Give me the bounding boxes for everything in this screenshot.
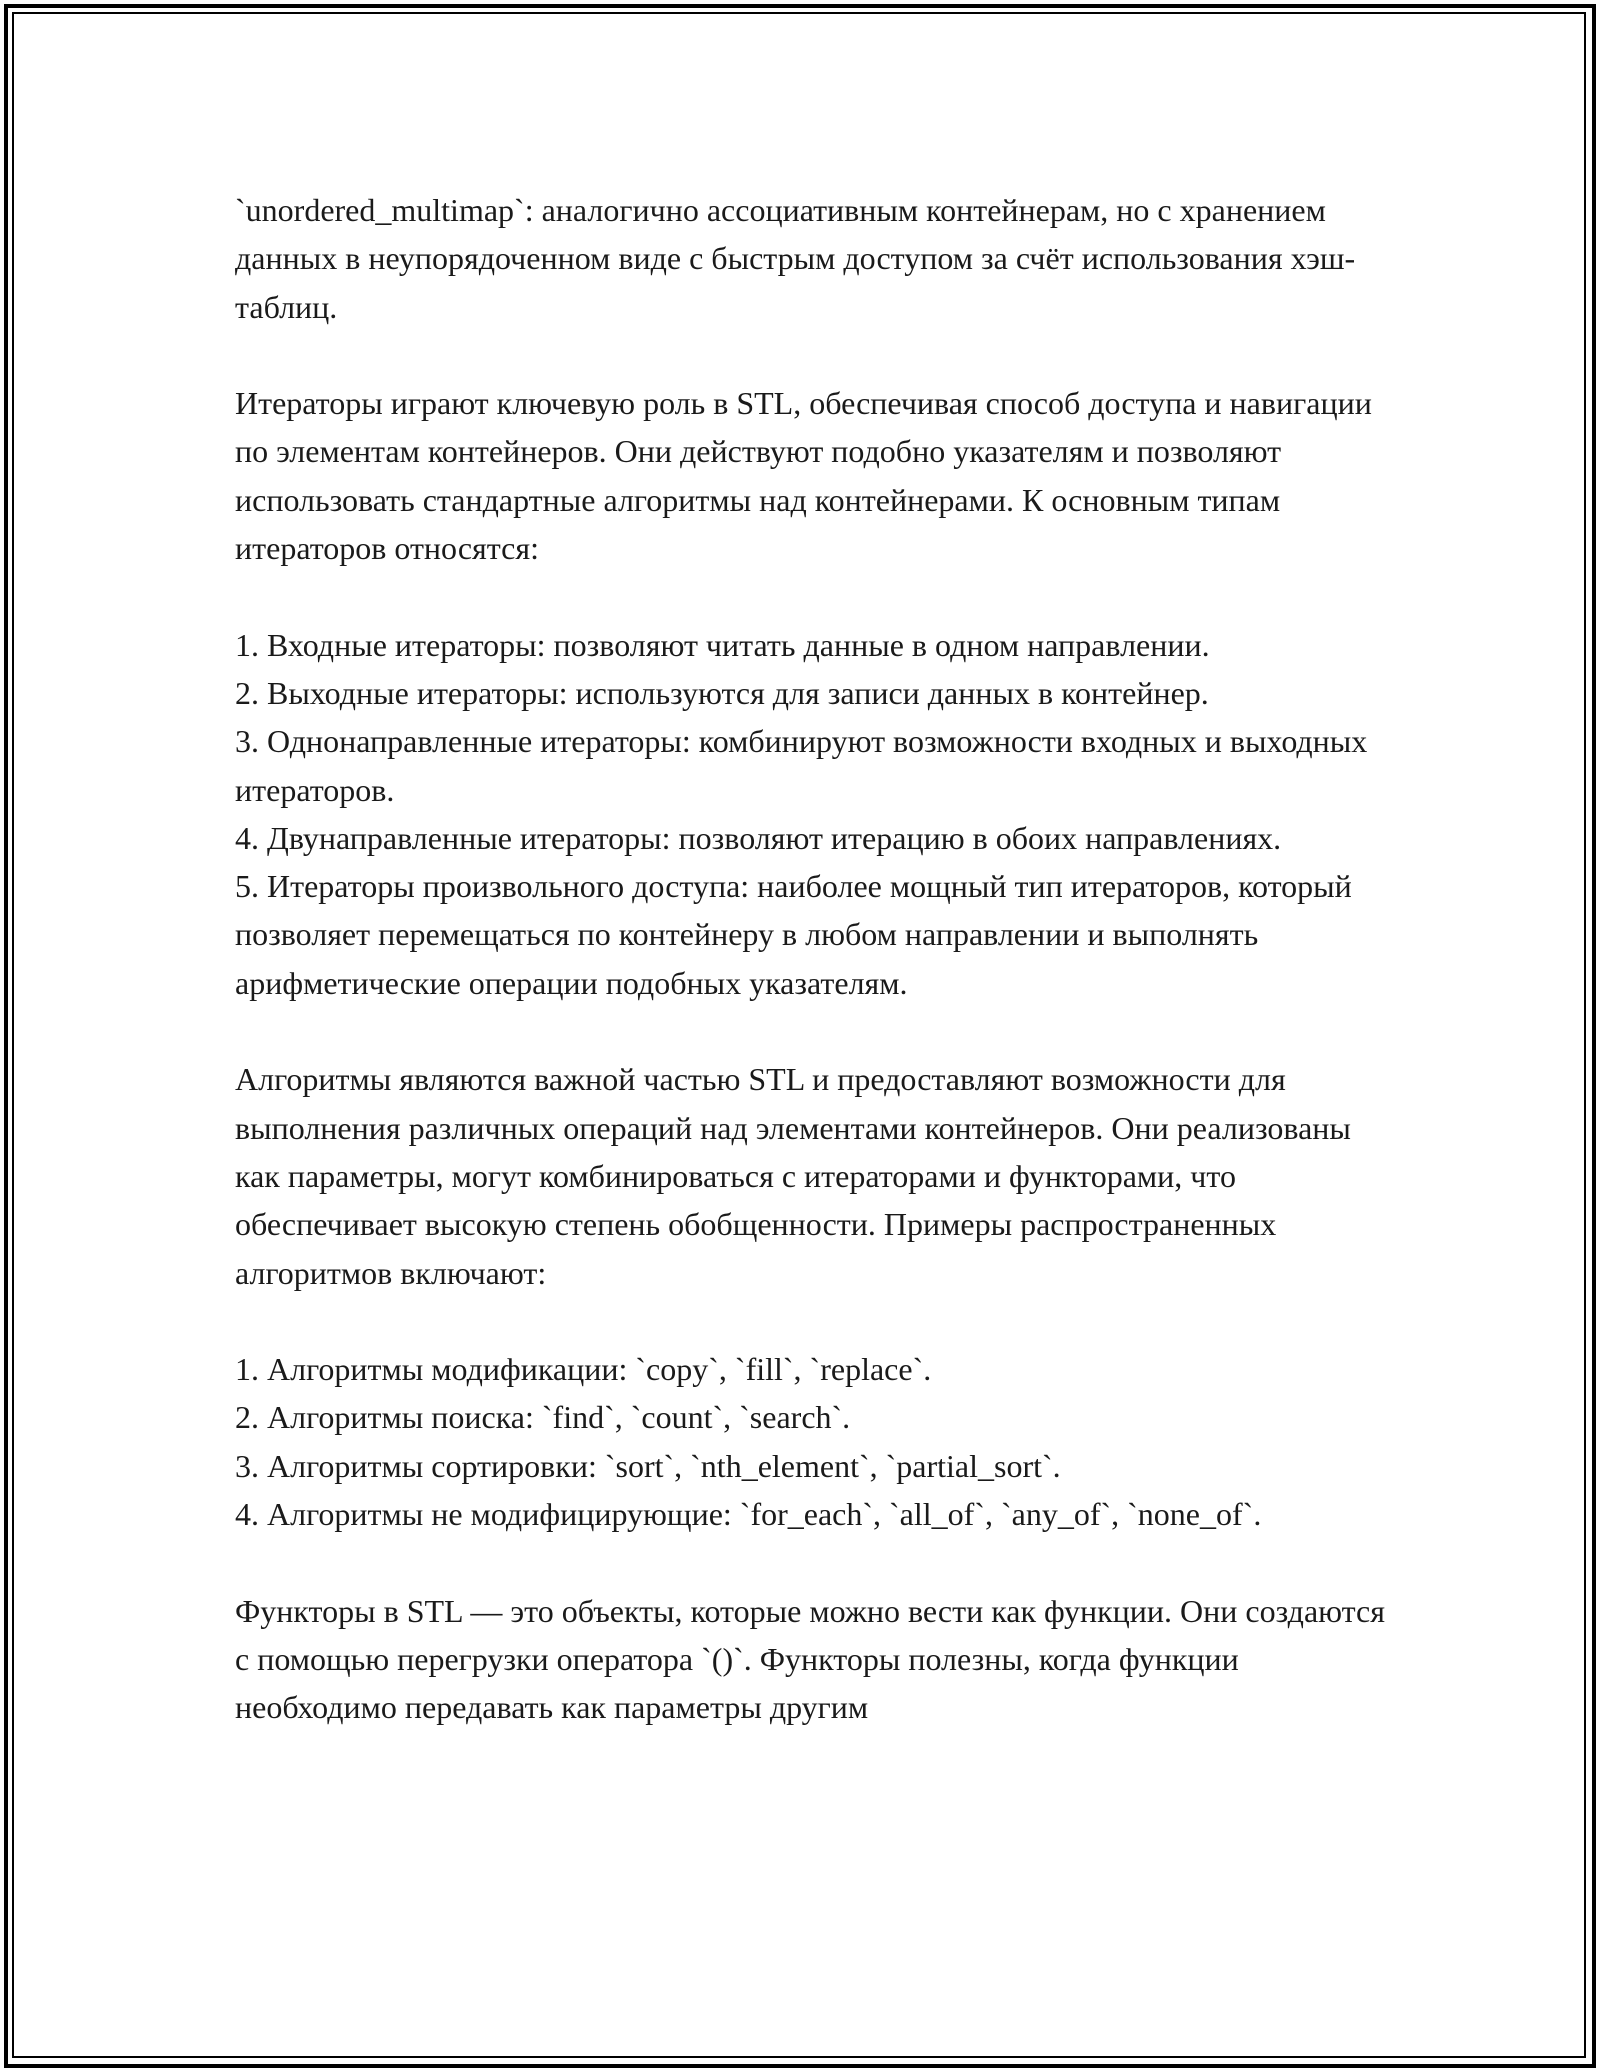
paragraph-unordered-multimap: `unordered_multimap`: аналогично ассоциативным контейнерам, но с хранением данных в неупорядоченном виде с быстрым доступом за счёт использования хэш-таблиц.: [235, 192, 1356, 325]
paragraph-functors: Функторы в STL — это объекты, которые можно вести как функции. Они создаются с помощью перегрузки оператора `()`. Функторы полезны, когда функции необходимо передавать как параметры другим: [235, 1592, 1385, 1726]
list-item: 1. Алгоритмы модификации: `copy`, `fill`, `replace`.: [235, 1351, 932, 1388]
list-item: 4. Двунаправленные итераторы: позволяют итерацию в обоих направлениях.: [235, 819, 1282, 856]
iterator-types-list: [235, 621, 1395, 1007]
list-item: 3. Однонаправленные итераторы: комбинируют возможности входных и выходных итераторов.: [235, 723, 1368, 808]
list-item: 5. Итераторы произвольного доступа: наиболее мощный тип итераторов, который позволяет перемещаться по контейнеру в любом направлении и выполнять арифметические операции подобных указателям.: [235, 868, 1352, 1001]
list-item: 3. Алгоритмы сортировки: `sort`, `nth_element`, `partial_sort`.: [235, 1447, 1061, 1484]
list-item: 2. Алгоритмы поиска: `find`, `count`, `search`.: [235, 1399, 851, 1436]
list-item: 2. Выходные итераторы: используются для записи данных в контейнер.: [235, 674, 1209, 711]
paragraph-iterators-intro: Итераторы играют ключевую роль в STL, обеспечивая способ доступа и навигации по элементам контейнеров. Они действуют подобно указателям и позволяют использовать стандартные алгоритмы над контейнерами. К основным типам итераторов относятся:: [235, 385, 1372, 567]
algorithm-examples-list: [235, 1345, 1395, 1538]
list-item: 1. Входные итераторы: позволяют читать данные в одном направлении.: [235, 626, 1210, 663]
document-body: [235, 186, 1395, 1732]
list-item: 4. Алгоритмы не модифицирующие: `for_each`, `all_of`, `any_of`, `none_of`.: [235, 1496, 1262, 1533]
paragraph-algorithms-intro: Алгоритмы являются важной частью STL и предоставляют возможности для выполнения различных операций над элементами контейнеров. Они реализованы как параметры, могут комбинироваться с итераторами и функторами, что обеспечивает высокую степень обобщенности. Примеры распространенных алгоритмов включают:: [235, 1061, 1351, 1291]
